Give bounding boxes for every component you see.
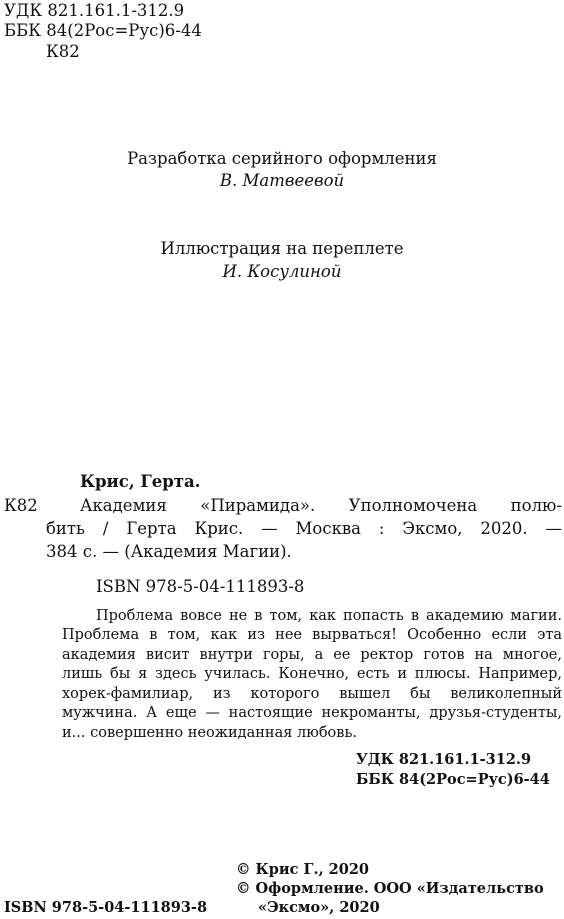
catalog-isbn: ISBN 978-5-04-111893-8 <box>96 577 305 596</box>
annotation-line: и... совершенно неожиданная любовь. <box>62 725 357 741</box>
copyright-line: «Эксмо», 2020 <box>258 899 380 916</box>
series-design-author: В. Матвеевой <box>219 171 345 190</box>
series-design-label: Разработка серийного оформления <box>127 149 437 168</box>
catalog-description-line: Академия «Пирамида». Уполномочена полю- <box>80 496 562 515</box>
catalog-author-mark: К82 <box>4 496 38 515</box>
cover-illustration-label: Иллюстрация на переплете <box>160 239 404 258</box>
annotation-line: Проблема вовсе не в том, как попасть в академию магии. <box>96 608 562 624</box>
udk-code-top: УДК 821.161.1-312.9 <box>4 1 185 20</box>
catalog-author-heading: Крис, Герта. <box>80 472 201 491</box>
author-mark-top: К82 <box>46 42 80 61</box>
annotation-line: лишь бы я здесь училась. Конечно, есть и плюсы. Например, <box>62 666 562 682</box>
catalog-description-line: 384 с. — (Академия Магии). <box>46 542 292 561</box>
annotation-line: мужчина. А еще — настоящие некроманты, друзья-студенты, <box>62 705 562 721</box>
footer-isbn: ISBN 978-5-04-111893-8 <box>4 899 208 916</box>
bbk-code-top: ББК 84(2Рос=Рус)6-44 <box>4 21 202 40</box>
annotation-line: академия висит внутри горы, а ее ректор готов на многое, <box>62 647 562 663</box>
copyright-line: © Оформление. ООО «Издательство <box>236 880 544 897</box>
annotation-line: хорек-фамилиар, из которого вышел бы великолепный <box>62 686 562 702</box>
catalog-udk-code: УДК 821.161.1-312.9 <box>356 751 532 768</box>
copyright-line: © Крис Г., 2020 <box>236 861 370 878</box>
catalog-bbk-code: ББК 84(2Рос=Рус)6-44 <box>356 771 550 788</box>
cover-illustration-author: И. Косулиной <box>222 262 342 281</box>
annotation-line: Проблема в том, как из нее вырваться! Особенно если эта <box>62 627 562 643</box>
catalog-description-line: бить / Герта Крис. — Москва : Эксмо, 2020. — <box>46 519 562 538</box>
